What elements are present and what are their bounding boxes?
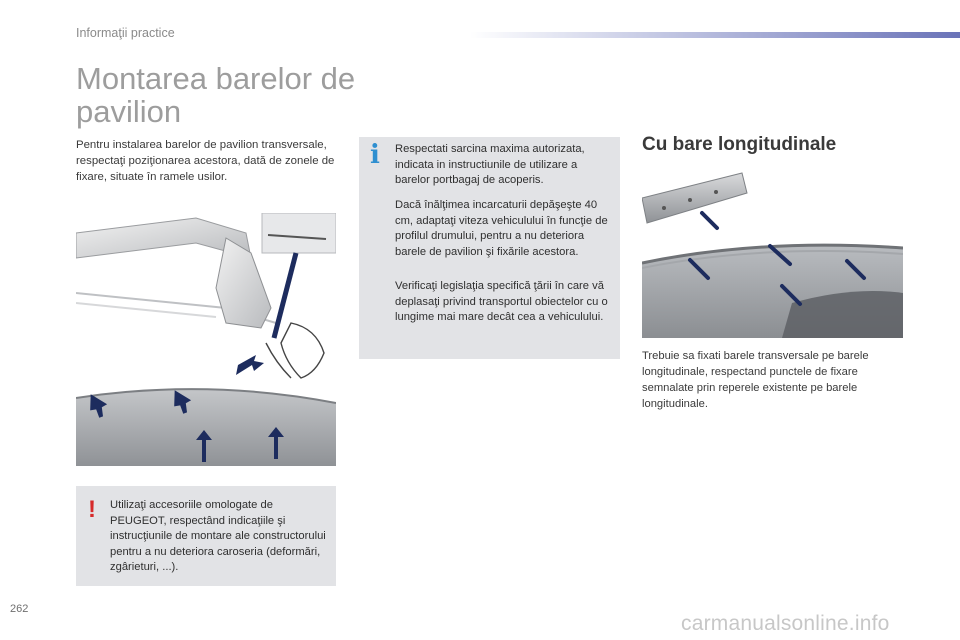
info-paragraph-2: Dacă înălţimea incarcaturii depăşeşte 40 cm, adaptaţi viteza vehiculului în funcţie de profilul drumului, pentru a nu deteriora barele de pavilion şi fixările acestora. [395, 199, 608, 258]
header-accent-bar [470, 32, 960, 38]
page-title: Montarea barelor de pavilion [76, 61, 356, 129]
watermark: carmanualsonline.info [681, 612, 890, 635]
longitudinal-bars-illustration [642, 168, 903, 338]
info-box [359, 137, 620, 359]
info-paragraph-3: Verificaţi legislaţia specifică ţării în care vă deplasaţi privind transportul obiectelor cu o lungime mai mare decât cea a vehiculului. [395, 280, 608, 324]
warning-box [76, 486, 336, 586]
warning-icon: ! [88, 496, 96, 523]
info-paragraph-1: Respectati sarcina maxima autorizata, indicata in instructiunile de utilizare a barelor portbagaj de acoperis. [395, 143, 585, 187]
page-number: 262 [10, 603, 29, 615]
section-title: Cu bare longitudinale [642, 134, 837, 155]
warning-text: Utilizaţi accesoriile omologate de PEUGEOT, respectând indicaţiile şi instrucţiunile de montare ale constructorului pentru a nu deteriora caroseria (deformări, zgârieturi, ...). [110, 499, 326, 574]
info-icon: i [370, 140, 380, 170]
longitudinal-bars-text: Trebuie sa fixati barele transversale pe barele longitudinale, respectand punctele de fixare semnalate prin reperele existente pe barele longitudinale. [642, 350, 869, 410]
header-section-title: Informaţii practice [76, 26, 175, 40]
roof-bar-fixing-illustration [76, 213, 336, 466]
intro-paragraph: Pentru instalarea barelor de pavilion transversale, respectaţi poziţionarea acestora, dată de zonele de fixare, situate în ramele usilor. [76, 139, 335, 184]
